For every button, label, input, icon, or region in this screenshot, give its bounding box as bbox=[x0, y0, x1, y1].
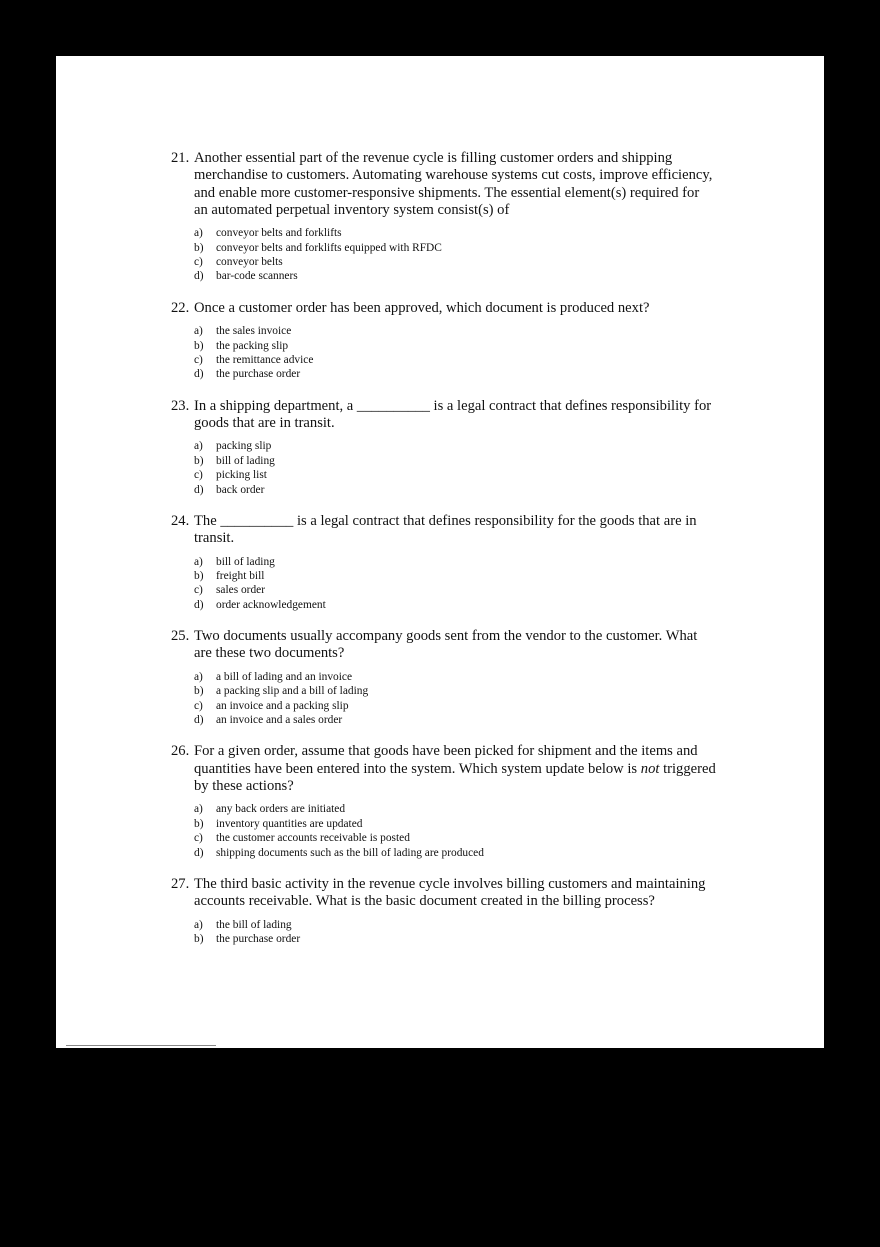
option-letter: b) bbox=[194, 685, 204, 698]
option-letter: b) bbox=[194, 241, 204, 254]
answer-options bbox=[194, 555, 716, 613]
option-letter: d) bbox=[194, 598, 204, 611]
option-letter: a) bbox=[194, 440, 203, 453]
question-number: 22. bbox=[171, 299, 190, 316]
spacer bbox=[171, 284, 716, 300]
option-text: freight bill bbox=[216, 569, 265, 582]
option-letter: c) bbox=[194, 256, 203, 268]
option-letter: c) bbox=[194, 699, 203, 712]
question-list bbox=[171, 150, 716, 946]
question-number: 25. bbox=[171, 628, 190, 645]
option-letter: b) bbox=[194, 454, 204, 467]
question-27 bbox=[171, 876, 716, 946]
answer-option bbox=[194, 255, 716, 269]
option-letter: d) bbox=[194, 368, 204, 381]
spacer bbox=[171, 860, 716, 876]
question-text: Once a customer order has been approved, which document is produced next? bbox=[194, 299, 650, 316]
question-23 bbox=[171, 398, 716, 497]
answer-option bbox=[194, 454, 716, 468]
answer-option bbox=[194, 367, 716, 381]
option-text: bill of lading bbox=[216, 555, 275, 568]
question-number: 23. bbox=[171, 397, 190, 414]
option-letter: b) bbox=[194, 817, 204, 830]
option-text: conveyor belts and forklifts equipped with RFDC bbox=[216, 241, 442, 254]
option-text: inventory quantities are updated bbox=[216, 817, 363, 830]
option-letter: a) bbox=[194, 325, 203, 338]
answer-option bbox=[194, 802, 716, 816]
question-text: The __________ is a legal contract that defines responsibility for the goods that are in transit. bbox=[194, 512, 697, 547]
question-text-part: triggered by these actions? bbox=[194, 760, 716, 794]
answer-option bbox=[194, 598, 716, 612]
question-text: The third basic activity in the revenue cycle involves billing customers and maintaining accounts receivable. What is the basic document created in the billing process? bbox=[194, 875, 706, 910]
answer-option bbox=[194, 817, 716, 831]
option-letter: d) bbox=[194, 270, 204, 283]
answer-options bbox=[194, 439, 716, 497]
question-21 bbox=[171, 150, 716, 284]
question-text: Two documents usually accompany goods sent from the vendor to the customer. What are these two documents? bbox=[194, 628, 698, 662]
answer-option bbox=[194, 353, 716, 367]
option-letter: c) bbox=[194, 469, 203, 482]
option-text: the purchase order bbox=[216, 368, 301, 381]
option-text: back order bbox=[216, 483, 265, 496]
option-text: bill of lading bbox=[216, 454, 275, 467]
option-letter: b) bbox=[194, 339, 204, 352]
option-text: a bill of lading and an invoice bbox=[216, 670, 353, 683]
option-letter: a) bbox=[194, 670, 203, 683]
answer-option bbox=[194, 241, 716, 255]
answer-option bbox=[194, 918, 716, 932]
answer-option bbox=[194, 684, 716, 698]
footnote-divider bbox=[66, 1045, 216, 1046]
option-letter: c) bbox=[194, 353, 203, 366]
option-text: the packing slip bbox=[216, 339, 289, 352]
answer-option bbox=[194, 339, 716, 353]
answer-option bbox=[194, 555, 716, 569]
question-25 bbox=[171, 628, 716, 727]
question-text: In a shipping department, a __________ is a legal contract that defines responsibility for goods that are in transit. bbox=[194, 397, 712, 432]
question-number: 26. bbox=[171, 743, 190, 760]
answer-options bbox=[194, 226, 716, 284]
option-text: order acknowledgement bbox=[216, 598, 326, 611]
option-text: picking list bbox=[216, 469, 267, 482]
option-letter: c) bbox=[194, 584, 203, 597]
answer-option bbox=[194, 324, 716, 338]
option-text: bar-code scanners bbox=[216, 270, 298, 283]
option-text: the purchase order bbox=[216, 932, 301, 945]
emphasis-not: not bbox=[640, 760, 660, 777]
answer-option bbox=[194, 468, 716, 482]
answer-options bbox=[194, 802, 716, 860]
option-letter: d) bbox=[194, 846, 204, 859]
question-text: Another essential part of the revenue cycle is filling customer orders and shipping merchandise to customers. Automating warehouse systems cut costs, improve efficiency, and enable more customer-responsive shipments. The essential element(s) required for an automated perpetual inventory system consist(s) of bbox=[194, 150, 713, 218]
option-text: any back orders are initiated bbox=[216, 803, 346, 816]
answer-option bbox=[194, 269, 716, 283]
option-letter: b) bbox=[194, 569, 204, 582]
option-text: a packing slip and a bill of lading bbox=[216, 685, 369, 698]
answer-option bbox=[194, 226, 716, 240]
option-text: packing slip bbox=[216, 440, 272, 453]
answer-option bbox=[194, 713, 716, 727]
question-number: 27. bbox=[171, 875, 190, 892]
answer-option bbox=[194, 670, 716, 684]
option-letter: a) bbox=[194, 803, 203, 816]
option-text: the sales invoice bbox=[216, 325, 292, 338]
answer-option bbox=[194, 831, 716, 845]
spacer bbox=[171, 612, 716, 628]
answer-option bbox=[194, 699, 716, 713]
spacer bbox=[171, 497, 716, 513]
option-letter: b) bbox=[194, 932, 204, 945]
answer-option bbox=[194, 569, 716, 583]
answer-options bbox=[194, 918, 716, 947]
option-text: conveyor belts and forklifts bbox=[216, 227, 342, 240]
question-26 bbox=[171, 743, 716, 860]
answer-option bbox=[194, 846, 716, 860]
option-letter: d) bbox=[194, 713, 204, 726]
spacer bbox=[171, 382, 716, 398]
answer-option bbox=[194, 932, 716, 946]
option-text: an invoice and a sales order bbox=[216, 713, 343, 726]
option-text: an invoice and a packing slip bbox=[216, 699, 349, 712]
answer-options bbox=[194, 670, 716, 728]
question-number: 21. bbox=[171, 150, 190, 166]
spacer bbox=[171, 727, 716, 743]
option-letter: a) bbox=[194, 227, 203, 240]
document-page bbox=[56, 56, 824, 1048]
option-text: the customer accounts receivable is posted bbox=[216, 832, 410, 845]
question-text-part: For a given order, assume that goods have been picked for shipment and the items and quantities have been entered into the system. Which system update below is bbox=[194, 743, 698, 777]
answer-option bbox=[194, 439, 716, 453]
option-text: the remittance advice bbox=[216, 353, 314, 366]
option-letter: c) bbox=[194, 832, 203, 845]
option-text: the bill of lading bbox=[216, 918, 292, 931]
option-letter: a) bbox=[194, 918, 203, 931]
answer-option bbox=[194, 483, 716, 497]
question-text bbox=[194, 743, 716, 795]
option-letter: a) bbox=[194, 555, 203, 568]
option-text: sales order bbox=[216, 584, 266, 597]
answer-options bbox=[194, 324, 716, 382]
question-number: 24. bbox=[171, 512, 190, 529]
question-24 bbox=[171, 513, 716, 612]
option-text: shipping documents such as the bill of lading are produced bbox=[216, 846, 484, 859]
option-letter: d) bbox=[194, 483, 204, 496]
question-22 bbox=[171, 300, 716, 382]
answer-option bbox=[194, 583, 716, 597]
option-text: conveyor belts bbox=[216, 256, 283, 268]
